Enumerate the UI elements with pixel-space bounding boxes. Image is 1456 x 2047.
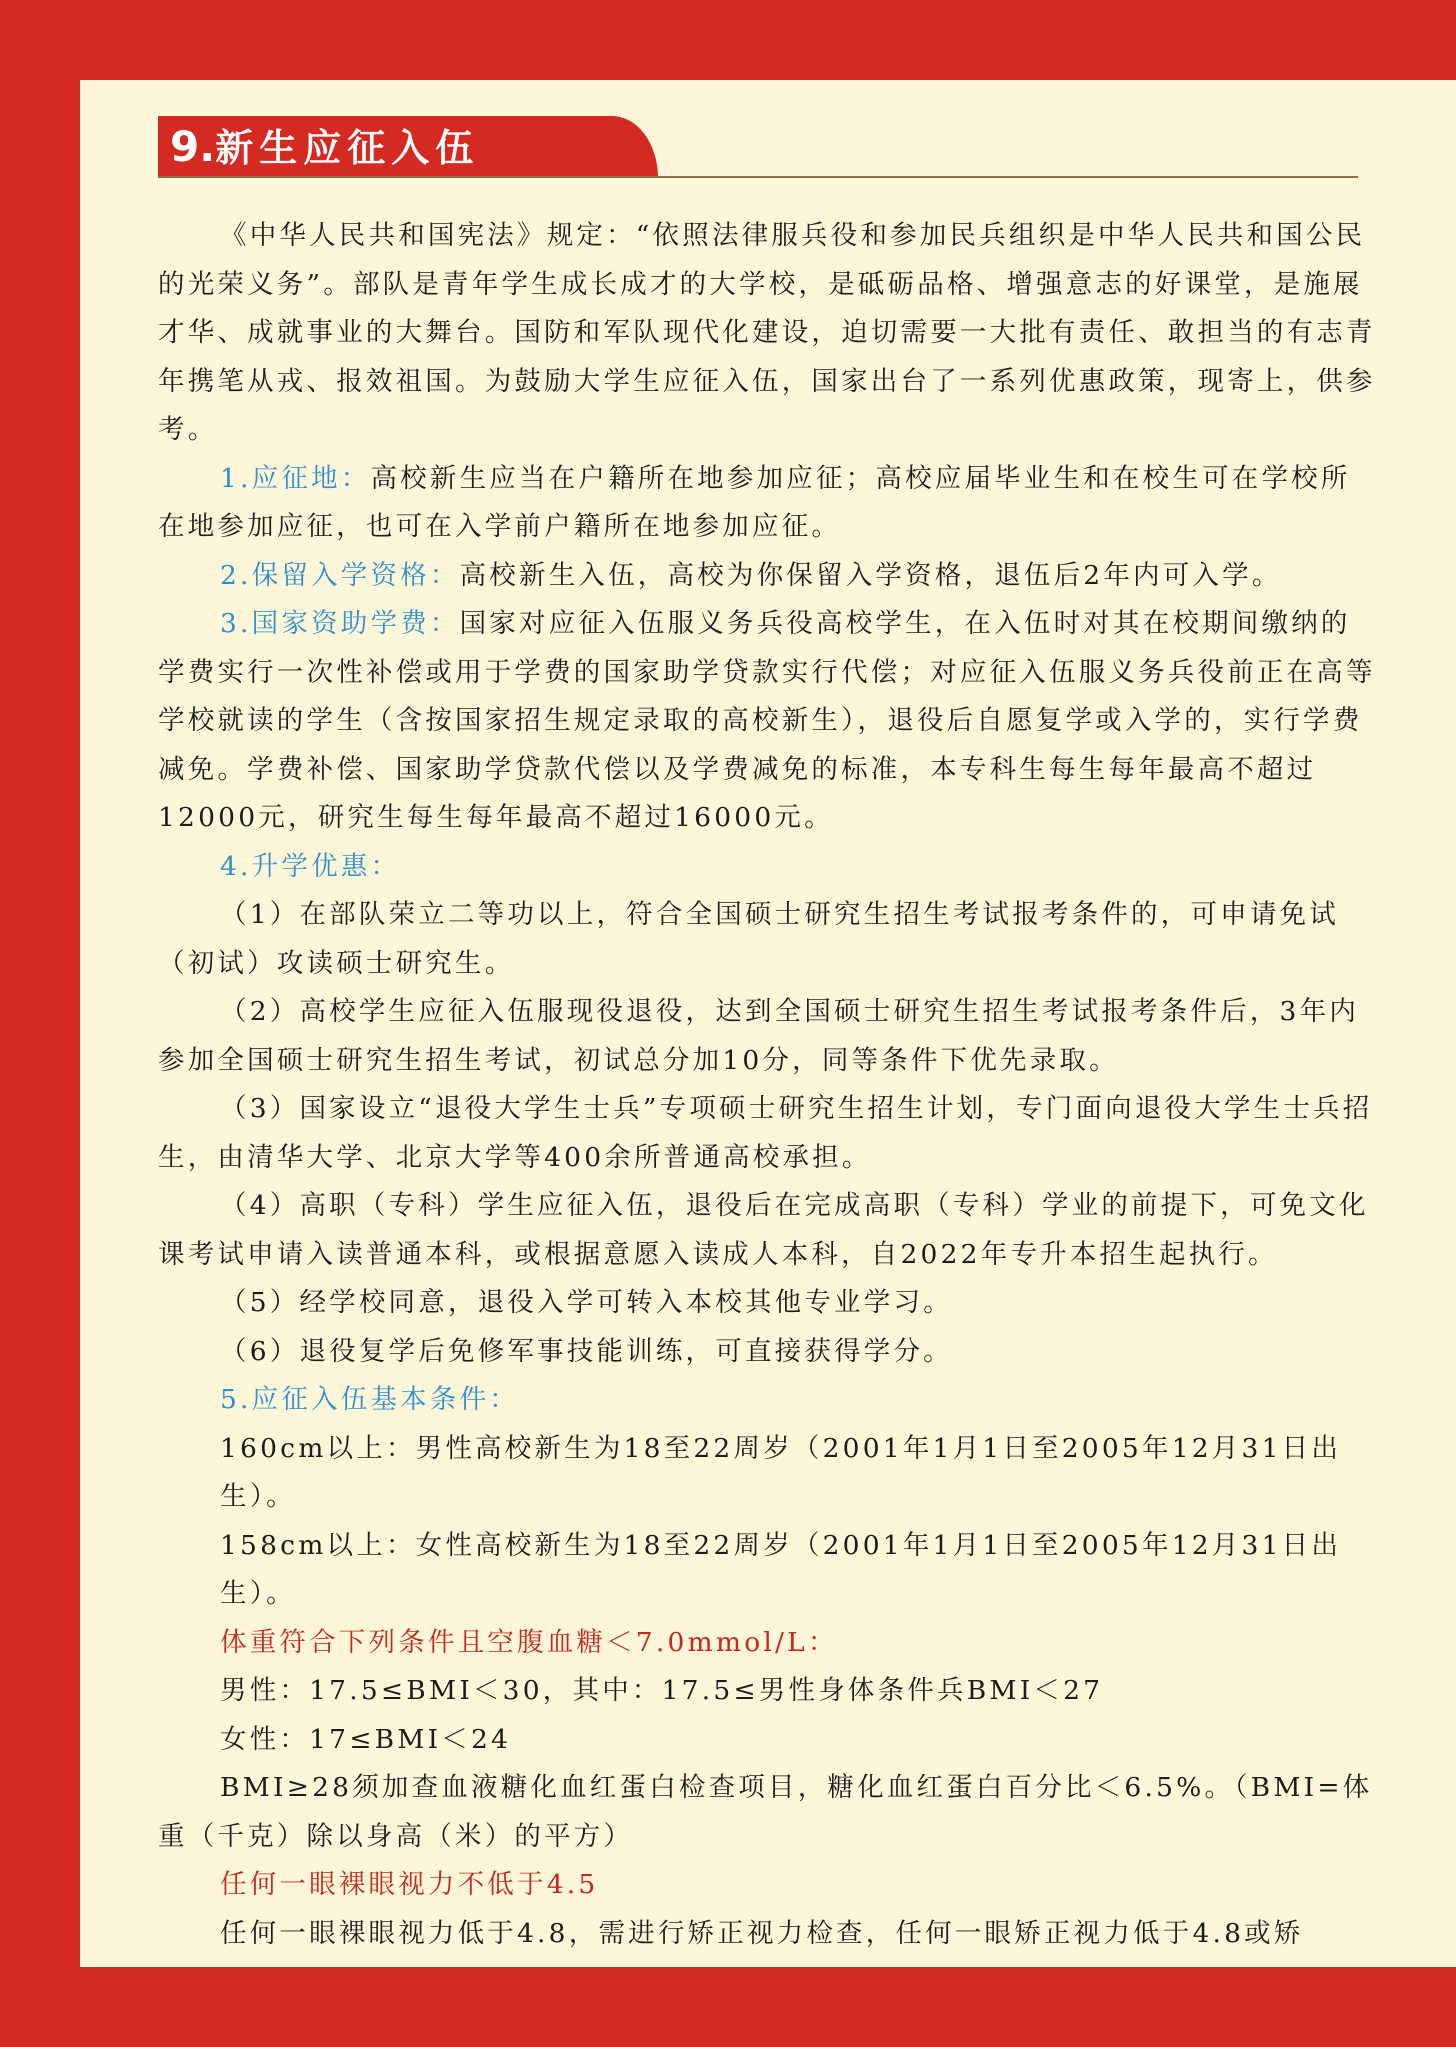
weight-requirement-heading: 体重符合下列条件且空腹血糖＜7.0mmol/L： bbox=[220, 1626, 838, 1658]
section-title: 新生应征入伍 bbox=[215, 126, 480, 170]
bmi-note: BMI≥28须加查血液糖化血红蛋白检查项目，糖化血红蛋白百分比＜6.5%。（BMI=体重（千克）除以身高（米）的平方） bbox=[158, 1772, 1373, 1852]
list-item: （2）高校学生应征入伍服现役退役，达到全国硕士研究生招生考试报考条件后，3年内参加全国硕士研究生招生考试，初试总分加10分，同等条件下优先录取。 bbox=[158, 996, 1360, 1076]
list-item: （6）退役复学后免修军事技能训练，可直接获得学分。 bbox=[220, 1335, 953, 1367]
vision-requirement-text: 任何一眼裸眼视力低于4.8，需进行矫正视力检查，任何一眼矫正视力低于4.8或矫 bbox=[220, 1917, 1304, 1949]
intro-paragraph: 《中华人民共和国宪法》规定：“依照法律服兵役和参加民兵组织是中华人民共和国公民的光荣义务”。部队是青年学生成长成才的大学校，是砥砺品格、增强意志的好课堂，是施展才华、成就事业的大舞台。国防和军队现代化建设，迫切需要一大批有责任、敢担当的有志青年携笔从戎、报效祖国。为鼓励大学生应征入伍，国家出台了一系列优惠政策，现寄上，供参考。 bbox=[158, 220, 1376, 445]
section-number: 9. bbox=[170, 122, 216, 171]
policy-text: 高校新生应当在户籍所在地参加应征；高校应届毕业生和在校生可在学校所在地参加应征，也可在入学前户籍所在地参加应征。 bbox=[158, 462, 1351, 542]
list-item: （4）高职（专科）学生应征入伍，退役后在完成高职（专科）学业的前提下，可免文化课考试申请入读普通本科，或根据意愿入读成人本科，自2022年专升本招生起执行。 bbox=[158, 1190, 1369, 1270]
policy-item-5-heading: 5.应征入伍基本条件： bbox=[220, 1384, 519, 1415]
policy-item-4-heading: 4.升学优惠： bbox=[220, 850, 401, 882]
male-bmi-requirement: 男性：17.5≤BMI＜30，其中：17.5≤男性身体条件兵BMI＜27 bbox=[220, 1675, 1104, 1706]
policy-item-3 bbox=[158, 600, 1378, 843]
list-item: （5）经学校同意，退役入学可转入本校其他专业学习。 bbox=[220, 1287, 953, 1318]
female-bmi-requirement: 女性：17≤BMI＜24 bbox=[220, 1723, 512, 1755]
policy-item-1 bbox=[158, 455, 1378, 552]
list-item: （1）在部队荣立二等功以上，符合全国硕士研究生招生考试报考条件的，可申请免试（初试）攻读硕士研究生。 bbox=[158, 899, 1339, 979]
list-item: （3）国家设立“退役大学生士兵”专项硕士研究生招生计划，专门面向退役大学生士兵招生，由清华大学、北京大学等400余所普通高校承担。 bbox=[158, 1093, 1373, 1173]
height-male-requirement: 160cm以上：男性高校新生为18至22周岁（2001年1月1日至2005年12月31日出生）。 bbox=[220, 1432, 1342, 1512]
page bbox=[80, 80, 1456, 1967]
policy-label: 1.应征地： bbox=[220, 462, 371, 494]
policy-text: 国家对应征入伍服义务兵役高校学生，在入伍时对其在校期间缴纳的学费实行一次性补偿或用于学费的国家助学贷款实行代偿；对应征入伍服义务兵役前正在高等学校就读的学生（含按国家招生规定录取的高校新生），退役后自愿复学或入学的，实行学费减免。学费补偿、国家助学贷款代偿以及学费减免的标准，本专科生每生每年最高不超过12000元，研究生每生每年最高不超过16000元。 bbox=[158, 608, 1376, 833]
policy-label: 2.保留入学资格： bbox=[220, 559, 460, 591]
height-female-requirement: 158cm以上：女性高校新生为18至22周岁（2001年1月1日至2005年12月31日出生）。 bbox=[220, 1529, 1342, 1609]
policy-text: 高校新生入伍，高校为你保留入学资格，退伍后2年内可入学。 bbox=[459, 559, 1282, 591]
policy-item-2 bbox=[158, 552, 1378, 601]
vision-requirement-heading: 任何一眼裸眼视力不低于4.5 bbox=[220, 1869, 599, 1900]
article-body bbox=[158, 212, 1378, 1958]
policy-label: 3.国家资助学费： bbox=[220, 608, 460, 639]
section-header bbox=[158, 116, 658, 178]
header-divider bbox=[158, 176, 1358, 178]
